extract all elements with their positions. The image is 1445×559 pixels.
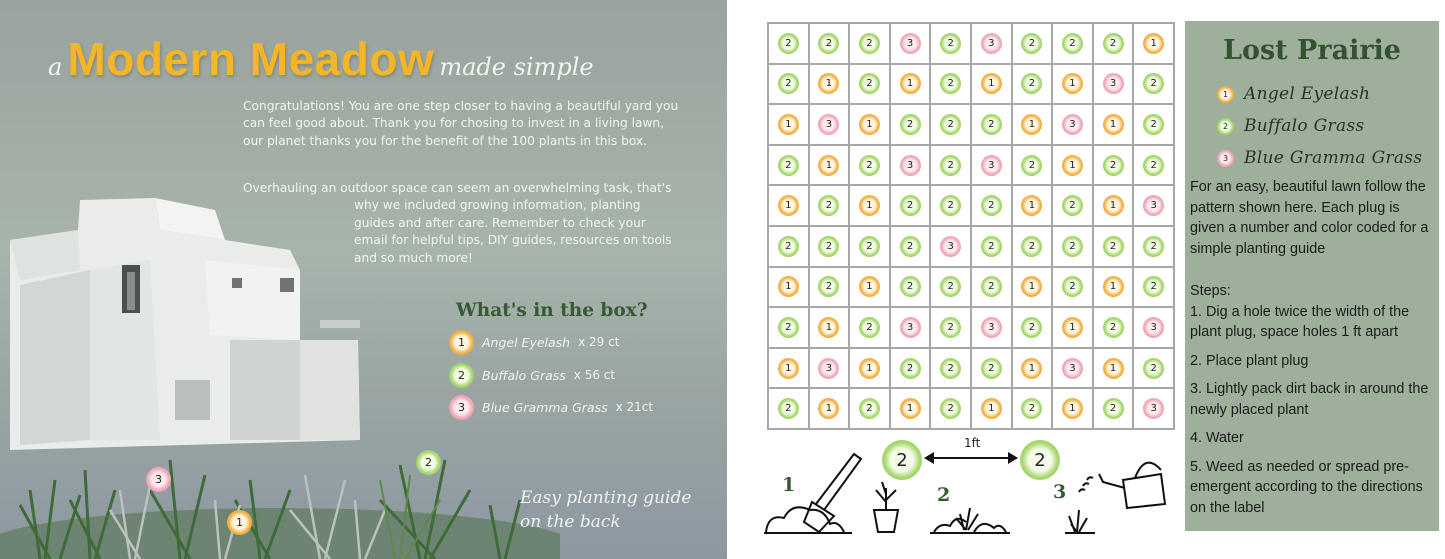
grid-plug: 2	[859, 398, 880, 419]
grid-plug: 2	[778, 236, 799, 257]
grid-plug: 1	[859, 276, 880, 297]
grid-plug: 2	[1103, 398, 1124, 419]
grid-plug: 1	[1103, 276, 1124, 297]
plug-badge-2: 2	[449, 363, 474, 388]
watering-can-icon	[1065, 450, 1175, 534]
grid-plug: 2	[1103, 155, 1124, 176]
grid-plug: 1	[1103, 358, 1124, 379]
grid-plug: 2	[1062, 195, 1083, 216]
grid-plug: 2	[1143, 276, 1164, 297]
grid-cell	[1133, 185, 1174, 226]
grid-cell	[1012, 388, 1053, 429]
grid-plug: 2	[981, 358, 1002, 379]
grid-plug: 2	[1103, 33, 1124, 54]
grid-cell	[1133, 104, 1174, 145]
grid-cell	[1052, 23, 1093, 64]
grid-cell	[1012, 226, 1053, 267]
grid-cell	[809, 104, 850, 145]
plug-badge-3: 3	[449, 395, 474, 420]
box-item-name: Angel Eyelash	[482, 334, 571, 350]
grid-plug: 2	[818, 236, 839, 257]
grid-cell	[1133, 145, 1174, 186]
planting-grid	[767, 22, 1175, 430]
grass-foreground	[0, 420, 560, 559]
grid-plug: 1	[1103, 195, 1124, 216]
grid-plug: 3	[981, 155, 1002, 176]
grid-plug: 2	[940, 155, 961, 176]
grid-cell	[768, 226, 809, 267]
grid-cell	[930, 23, 971, 64]
grid-cell	[768, 267, 809, 308]
grid-cell	[1093, 267, 1134, 308]
spacing-plug-right: 2	[1020, 440, 1060, 480]
legend-badge-1: 1	[1217, 86, 1234, 103]
grid-plug: 3	[1062, 114, 1083, 135]
grid-plug: 2	[818, 33, 839, 54]
legend-badge-2: 2	[1217, 118, 1234, 135]
grid-cell	[1052, 104, 1093, 145]
title-suffix: made simple	[439, 53, 594, 81]
grid-plug: 3	[981, 33, 1002, 54]
grid-cell	[1093, 23, 1134, 64]
step-3: 3. Lightly pack dirt back in around the newly placed plant	[1190, 381, 1429, 418]
grid-plug: 2	[1062, 236, 1083, 257]
grid-cell	[890, 185, 931, 226]
grid-plug: 2	[900, 236, 921, 257]
grid-plug: 1	[1021, 114, 1042, 135]
back-title: Lost Prairie	[1222, 35, 1401, 66]
grid-plug: 2	[981, 195, 1002, 216]
grid-plug: 2	[940, 73, 961, 94]
grid-plug: 3	[1143, 317, 1164, 338]
grid-cell	[809, 348, 850, 389]
grid-cell	[971, 226, 1012, 267]
hero-title	[48, 32, 594, 86]
steps-list	[1190, 281, 1438, 526]
grid-plug: 1	[859, 114, 880, 135]
grid-cell	[1133, 64, 1174, 105]
grid-cell	[849, 23, 890, 64]
grid-plug: 2	[1143, 114, 1164, 135]
spacing-diagram	[880, 438, 1060, 484]
grid-cell	[1012, 267, 1053, 308]
grid-plug: 2	[1143, 155, 1164, 176]
grid-plug: 2	[981, 114, 1002, 135]
legend-name: Angel Eyelash	[1244, 84, 1371, 104]
legend-item-buffalo-grass	[1217, 114, 1364, 138]
grid-plug: 2	[1062, 33, 1083, 54]
grid-cell	[849, 226, 890, 267]
grid-plug: 2	[1021, 398, 1042, 419]
step-4: 4. Water	[1190, 430, 1244, 446]
grid-cell	[849, 64, 890, 105]
grid-plug: 3	[1062, 358, 1083, 379]
grid-cell	[1012, 145, 1053, 186]
grid-cell	[890, 307, 931, 348]
grid-plug: 2	[900, 114, 921, 135]
grid-cell	[890, 23, 931, 64]
grid-cell	[890, 267, 931, 308]
grid-cell	[1093, 348, 1134, 389]
grid-plug: 2	[1103, 317, 1124, 338]
grid-plug: 1	[818, 73, 839, 94]
grid-cell	[809, 185, 850, 226]
grid-plug: 2	[981, 276, 1002, 297]
grid-cell	[1012, 185, 1053, 226]
grid-plug: 1	[778, 114, 799, 135]
grid-cell	[1052, 348, 1093, 389]
grid-plug: 2	[1143, 73, 1164, 94]
grid-cell	[849, 104, 890, 145]
grid-cell	[930, 145, 971, 186]
step-number-2: 2	[937, 484, 951, 506]
grid-cell	[890, 104, 931, 145]
box-item-blue-gramma-grass	[449, 394, 653, 420]
grid-cell	[1133, 307, 1174, 348]
grid-cell	[1052, 388, 1093, 429]
grid-cell	[1133, 267, 1174, 308]
grid-plug: 2	[859, 73, 880, 94]
back-panel	[1185, 21, 1439, 531]
back-description: For an easy, beautiful lawn follow the pattern shown here. Each plug is given a number and color coded for a simple planting guide	[1190, 179, 1429, 257]
grid-cell	[930, 307, 971, 348]
photo-marker-3: 3	[146, 467, 171, 492]
grid-cell	[768, 185, 809, 226]
overhaul-line1: Overhauling an outdoor space can seem an overwhelming task, that's	[243, 181, 672, 195]
grid-plug: 2	[940, 358, 961, 379]
photo-marker-1: 1	[227, 510, 252, 535]
box-title: What's in the box?	[456, 300, 648, 321]
plug-badge-1: 1	[449, 330, 474, 355]
grid-cell	[890, 388, 931, 429]
easy-line-2: on the back	[520, 512, 621, 532]
legend-item-angel-eyelash	[1217, 82, 1370, 106]
grid-cell	[971, 307, 1012, 348]
grid-plug: 2	[778, 33, 799, 54]
grid-plug: 2	[778, 398, 799, 419]
easy-planting-note	[520, 486, 720, 534]
grid-plug: 1	[1143, 33, 1164, 54]
double-arrow-icon	[924, 448, 1018, 468]
box-item-count: x 21ct	[615, 400, 654, 414]
grid-plug: 3	[981, 317, 1002, 338]
grid-plug: 2	[778, 317, 799, 338]
grid-plug: 3	[900, 317, 921, 338]
grid-plug: 1	[778, 358, 799, 379]
title-main: Modern Meadow	[67, 33, 435, 85]
grid-plug: 2	[1103, 236, 1124, 257]
grid-cell	[971, 64, 1012, 105]
grid-plug: 2	[900, 276, 921, 297]
grid-cell	[809, 388, 850, 429]
spacing-plug-left: 2	[882, 440, 922, 480]
grid-cell	[768, 307, 809, 348]
grid-cell	[1052, 185, 1093, 226]
box-item-name: Blue Gramma Grass	[482, 399, 608, 415]
grid-plug: 1	[900, 398, 921, 419]
grid-plug: 1	[1062, 317, 1083, 338]
grid-cell	[768, 348, 809, 389]
grid-plug: 1	[900, 73, 921, 94]
grid-plug: 2	[859, 33, 880, 54]
grid-cell	[930, 226, 971, 267]
grid-plug: 1	[1062, 155, 1083, 176]
grid-cell	[1052, 226, 1093, 267]
grid-cell	[971, 388, 1012, 429]
box-item-buffalo-grass	[449, 362, 615, 388]
grid-plug: 2	[900, 358, 921, 379]
grid-plug: 1	[778, 276, 799, 297]
grid-cell	[971, 185, 1012, 226]
grid-cell	[971, 104, 1012, 145]
box-item-count: x 29 ct	[578, 335, 620, 349]
grid-plug: 1	[981, 398, 1002, 419]
grid-plug: 2	[859, 236, 880, 257]
grid-cell	[1012, 307, 1053, 348]
grid-plug: 1	[1021, 195, 1042, 216]
step-number-1: 1	[782, 474, 796, 496]
grid-plug: 1	[1062, 73, 1083, 94]
legend-name: Blue Gramma Grass	[1244, 148, 1423, 168]
photo-marker-2: 2	[416, 450, 441, 475]
shovel-dirt-icon	[764, 444, 904, 536]
grid-cell	[971, 23, 1012, 64]
grid-plug: 2	[778, 155, 799, 176]
grid-cell	[1012, 348, 1053, 389]
grid-cell	[1093, 226, 1134, 267]
grid-cell	[1133, 23, 1174, 64]
grid-cell	[930, 185, 971, 226]
grid-plug: 1	[1103, 114, 1124, 135]
legend-badge-3: 3	[1217, 150, 1234, 167]
grid-cell	[890, 348, 931, 389]
grid-plug: 1	[818, 317, 839, 338]
grid-plug: 2	[900, 195, 921, 216]
grid-plug: 2	[1143, 358, 1164, 379]
grid-plug: 2	[818, 195, 839, 216]
grid-cell	[768, 388, 809, 429]
grid-plug: 2	[940, 276, 961, 297]
grid-cell	[930, 104, 971, 145]
grid-plug: 2	[818, 276, 839, 297]
grid-plug: 1	[818, 398, 839, 419]
box-item-name: Buffalo Grass	[482, 367, 566, 383]
grid-plug: 2	[1143, 236, 1164, 257]
grid-plug: 3	[1143, 398, 1164, 419]
box-item-count: x 56 ct	[573, 368, 616, 382]
legend-item-blue-gramma-grass	[1217, 146, 1422, 170]
grid-plug: 1	[1062, 398, 1083, 419]
grid-cell	[1093, 64, 1134, 105]
grid-cell	[849, 185, 890, 226]
grid-plug: 1	[1021, 358, 1042, 379]
grid-cell	[1093, 104, 1134, 145]
grid-cell	[930, 388, 971, 429]
grid-cell	[1133, 388, 1174, 429]
step-2: 2. Place plant plug	[1190, 352, 1309, 369]
grid-cell	[1093, 388, 1134, 429]
spacing-label: 1ft	[964, 436, 981, 450]
grid-plug: 2	[940, 317, 961, 338]
grid-cell	[809, 145, 850, 186]
overhaul-rest: why we included growing information, planting guides and after care. Remember to check your email for helpful tips, DIY guides, resources on tools and so much more!	[354, 198, 672, 265]
grid-plug: 1	[818, 155, 839, 176]
grid-cell	[768, 23, 809, 64]
grid-plug: 1	[981, 73, 1002, 94]
grid-plug: 3	[900, 155, 921, 176]
grid-cell	[890, 226, 931, 267]
grid-cell	[1012, 23, 1053, 64]
grid-plug: 1	[859, 195, 880, 216]
grid-cell	[768, 64, 809, 105]
grid-plug: 2	[940, 398, 961, 419]
grid-cell	[768, 145, 809, 186]
grid-cell	[1093, 307, 1134, 348]
grid-plug: 2	[940, 114, 961, 135]
intro-text: Congratulations! You are one step closer to having a beautiful yard you can feel good about. Thank you for chosing to invest in a living lawn, our planet thanks you for the benefit of the 100 plants in this box.	[243, 99, 679, 148]
grid-cell	[1012, 104, 1053, 145]
grid-plug: 3	[900, 33, 921, 54]
grid-plug: 2	[940, 33, 961, 54]
grid-plug: 2	[778, 73, 799, 94]
grid-cell	[1052, 267, 1093, 308]
steps-label: Steps:	[1190, 283, 1231, 299]
grid-plug: 2	[859, 317, 880, 338]
grid-cell	[1052, 307, 1093, 348]
grid-plug: 2	[981, 236, 1002, 257]
grid-cell	[930, 267, 971, 308]
step-5: 5. Weed as needed or spread pre-emergent according to the directions on the label	[1190, 458, 1423, 516]
grid-cell	[1093, 185, 1134, 226]
planted-plug-icon	[930, 500, 1010, 536]
grid-cell	[1133, 348, 1174, 389]
grid-plug: 2	[1021, 317, 1042, 338]
grid-cell	[849, 307, 890, 348]
grid-cell	[1052, 145, 1093, 186]
title-prefix: a	[48, 53, 63, 81]
easy-line-1: Easy planting guide	[520, 488, 692, 508]
grid-cell	[768, 104, 809, 145]
grid-plug: 2	[1062, 276, 1083, 297]
grid-plug: 2	[1021, 155, 1042, 176]
grid-plug: 1	[1021, 276, 1042, 297]
grid-cell	[1133, 226, 1174, 267]
grid-plug: 3	[940, 236, 961, 257]
grid-cell	[849, 267, 890, 308]
grid-cell	[971, 267, 1012, 308]
grid-cell	[849, 388, 890, 429]
step-number-3: 3	[1053, 481, 1067, 503]
grid-plug: 3	[1103, 73, 1124, 94]
step-1: 1. Dig a hole twice the width of the plant plug, space holes 1 ft apart	[1190, 303, 1410, 340]
grid-cell	[1052, 64, 1093, 105]
grid-cell	[809, 23, 850, 64]
grid-cell	[849, 348, 890, 389]
grid-plug: 1	[859, 358, 880, 379]
grid-plug: 3	[818, 358, 839, 379]
grid-cell	[1012, 64, 1053, 105]
grid-plug: 3	[1143, 195, 1164, 216]
grid-cell	[849, 145, 890, 186]
grid-cell	[971, 348, 1012, 389]
grid-cell	[809, 226, 850, 267]
grid-cell	[971, 145, 1012, 186]
grid-plug: 2	[940, 195, 961, 216]
grid-plug: 1	[778, 195, 799, 216]
grid-plug: 3	[818, 114, 839, 135]
legend-name: Buffalo Grass	[1244, 116, 1365, 136]
grid-plug: 2	[1021, 33, 1042, 54]
grid-cell	[890, 145, 931, 186]
grid-plug: 2	[1021, 236, 1042, 257]
grid-cell	[930, 64, 971, 105]
box-item-angel-eyelash	[449, 329, 619, 355]
grid-plug: 2	[1021, 73, 1042, 94]
grid-cell	[930, 348, 971, 389]
grid-cell	[809, 307, 850, 348]
grid-cell	[809, 64, 850, 105]
grid-cell	[890, 64, 931, 105]
grid-cell	[809, 267, 850, 308]
grid-plug: 2	[859, 155, 880, 176]
grid-cell	[1093, 145, 1134, 186]
